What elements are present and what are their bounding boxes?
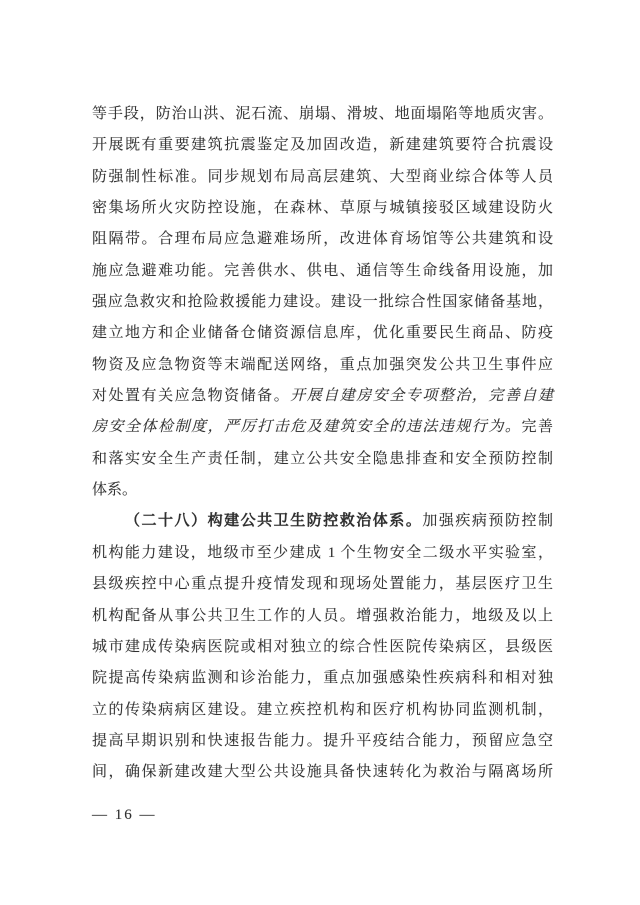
text-line: [92, 412, 553, 443]
text-segment: 县级疾控中心重点提升疫情发现和现场处置能力，基层医疗卫生: [92, 576, 553, 593]
text-line: [92, 538, 553, 569]
text-line: [92, 350, 553, 381]
paragraph-public-health-system: [92, 506, 553, 788]
text-segment: 加强疾病预防控制: [422, 513, 553, 530]
text-line: [92, 726, 553, 757]
text-segment: 立的传染病病区建设。建立疾控机构和医疗机构协同监测机制，: [92, 701, 553, 718]
kaiti-text-segment: 开展自建房安全专项整治，完善自建: [290, 388, 553, 405]
text-segment: 城市建成传染病医院或相对独立的综合性医院传染病区，县级医: [92, 638, 553, 655]
text-line: [92, 444, 553, 475]
text-line: [92, 162, 553, 193]
text-segment: 对处置有关应急物资储备。: [92, 388, 291, 405]
text-line: [92, 757, 553, 788]
text-line: [92, 287, 553, 318]
text-segment: 阻隔带。合理布局应急避难场所，改进体育场馆等公共建筑和设: [92, 231, 553, 248]
text-segment: 机构能力建设，地级市至少建成 1 个生物安全二级水平实验室，: [92, 544, 553, 561]
text-line: [92, 224, 553, 255]
text-segment: 物资及应急物资等末端配送网络，重点加强突发公共卫生事件应: [92, 356, 553, 373]
text-line: [92, 99, 553, 130]
kaiti-text-segment: 房安全体检制度，严厉打击危及建筑安全的违法违规行为。: [92, 419, 522, 436]
text-line: [92, 695, 553, 726]
text-line: [92, 632, 553, 663]
text-line: [92, 601, 553, 632]
text-segment: 强应急救灾和抢险救援能力建设。建设一批综合性国家储备基地，: [92, 294, 553, 311]
section-heading: （二十八）构建公共卫生防控救治体系。: [125, 513, 423, 530]
text-line: [92, 193, 553, 224]
text-line: [92, 475, 553, 506]
text-segment: 院提高传染病监测和诊治能力，重点加强感染性疾病科和相对独: [92, 670, 553, 687]
text-line: [92, 506, 553, 537]
text-block: [92, 99, 553, 789]
text-line: [92, 318, 553, 349]
text-segment: 开展既有重要建筑抗震鉴定及加固改造，新建建筑要符合抗震设: [92, 137, 553, 154]
text-segment: 等手段，防治山洪、泥石流、崩塌、滑坡、地面塌陷等地质灾害。: [92, 106, 553, 122]
text-segment: 密集场所火灾防控设施，在森林、草原与城镇接驳区域建设防火: [92, 200, 553, 217]
text-line: [92, 663, 553, 694]
text-segment: 建立地方和企业储备仓储资源信息库，优化重要民生商品、防疫: [92, 325, 553, 342]
text-segment: 体系。: [92, 482, 138, 499]
text-segment: 完善: [521, 419, 553, 436]
text-segment: 施应急避难功能。完善供水、供电、通信等生命线备用设施，加: [92, 262, 553, 279]
text-line: [92, 569, 553, 600]
text-line: [92, 130, 553, 161]
text-segment: 间，确保新建改建大型公共设施具备快速转化为救治与隔离场所: [92, 764, 553, 781]
text-segment: 和落实安全生产责任制，建立公共安全隐患排查和安全预防控制: [92, 450, 553, 467]
text-line: [92, 381, 553, 412]
text-segment: 机构配备从事公共卫生工作的人员。增强救治能力，地级及以上: [92, 607, 553, 624]
text-segment: 提高早期识别和快速报告能力。提升平疫结合能力，预留应急空: [92, 732, 553, 749]
page-number: — 16 —: [92, 807, 157, 823]
text-line: [92, 256, 553, 287]
paragraph-disaster-prevention: [92, 99, 553, 506]
text-segment: 防强制性标准。同步规划布局高层建筑、大型商业综合体等人员: [92, 168, 553, 185]
